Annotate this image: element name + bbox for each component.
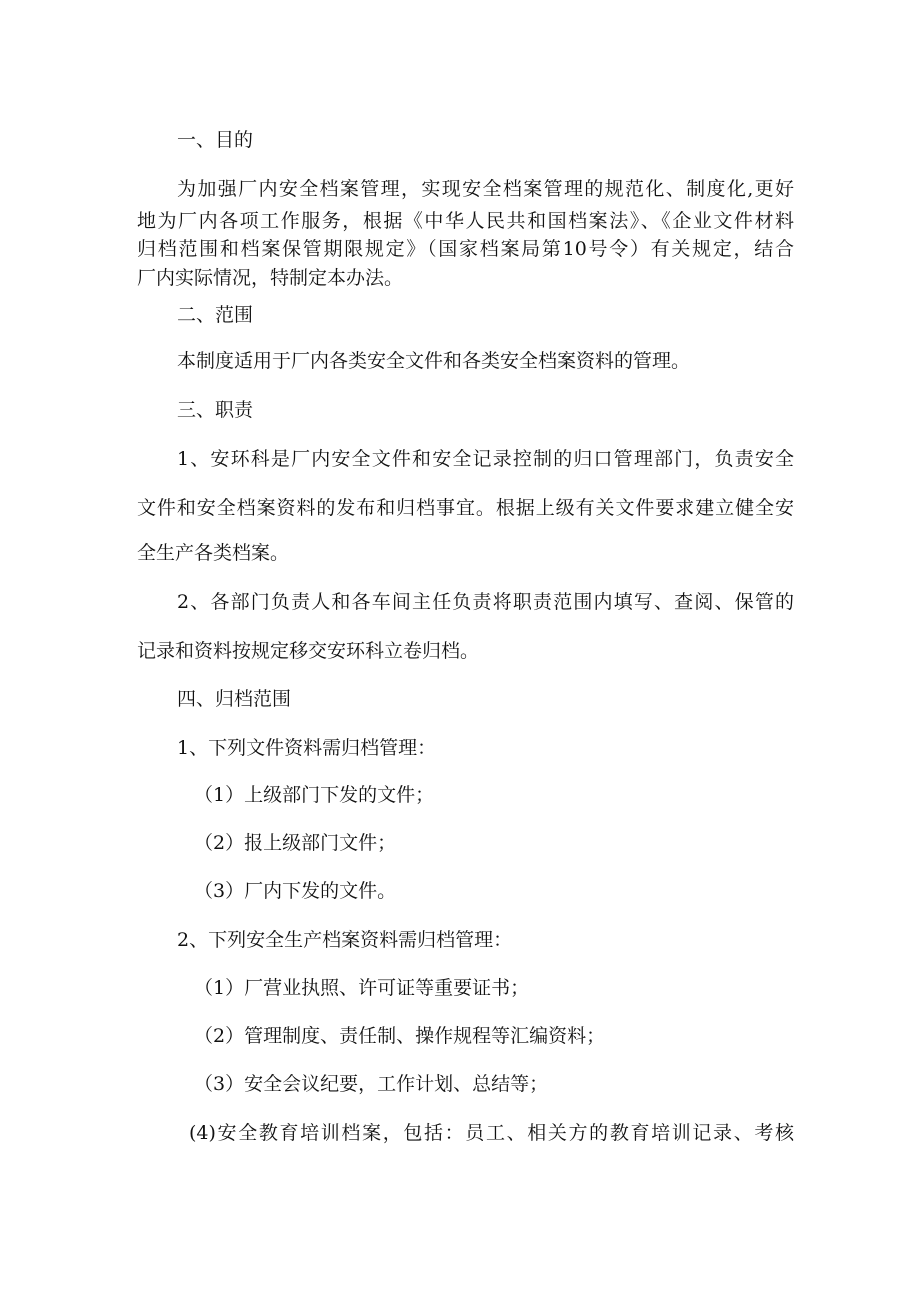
section-heading-archive-scope: 四、归档范围 bbox=[177, 688, 292, 710]
list-item: （2）管理制度、责任制、操作规程等汇编资料； bbox=[194, 1025, 606, 1047]
list-heading: 2、下列安全生产档案资料需归档管理： bbox=[177, 929, 513, 951]
list-item: （1）上级部门下发的文件； bbox=[194, 784, 435, 806]
paragraph-line: 厂内实际情况，特制定本办法。 bbox=[137, 267, 404, 289]
list-item: （3）安全会议纪要，工作计划、总结等； bbox=[194, 1073, 549, 1095]
list-heading: 1、下列文件资料需归档管理： bbox=[177, 737, 437, 759]
paragraph-line: 本制度适用于厂内各类安全文件和各类安全档案资料的管理。 bbox=[177, 350, 691, 372]
list-item: (4)安全教育培训档案，包括：员工、相关方的教育培训记录、考核 bbox=[189, 1122, 794, 1144]
section-heading-purpose: 一、目的 bbox=[177, 129, 254, 151]
paragraph-line: 全生产各类档案。 bbox=[137, 542, 290, 564]
section-heading-duties: 三、职责 bbox=[177, 399, 254, 421]
paragraph-line: 为加强厂内安全档案管理，实现安全档案管理的规范化、制度化,更好 bbox=[177, 178, 794, 200]
paragraph-line: 归档范围和档案保管期限规定》（国家档案局第10号令）有关规定，结合 bbox=[137, 238, 794, 260]
paragraph-line: 2、各部门负责人和各车间主任负责将职责范围内填写、查阅、保管的 bbox=[177, 591, 794, 613]
paragraph-line: 文件和安全档案资料的发布和归档事宜。根据上级有关文件要求建立健全安 bbox=[137, 497, 794, 519]
list-item: （3）厂内下发的文件。 bbox=[194, 880, 397, 902]
paragraph-line: 地为厂内各项工作服务，根据《中华人民共和国档案法》、《企业文件材料 bbox=[137, 210, 794, 232]
list-item: （2）报上级部门文件； bbox=[194, 832, 397, 854]
paragraph-line: 1、安环科是厂内安全文件和安全记录控制的归口管理部门，负责安全 bbox=[177, 448, 794, 470]
paragraph-line: 记录和资料按规定移交安环科立卷归档。 bbox=[137, 640, 480, 662]
section-heading-scope: 二、范围 bbox=[177, 304, 254, 326]
list-item: （1）厂营业执照、许可证等重要证书； bbox=[194, 977, 530, 999]
